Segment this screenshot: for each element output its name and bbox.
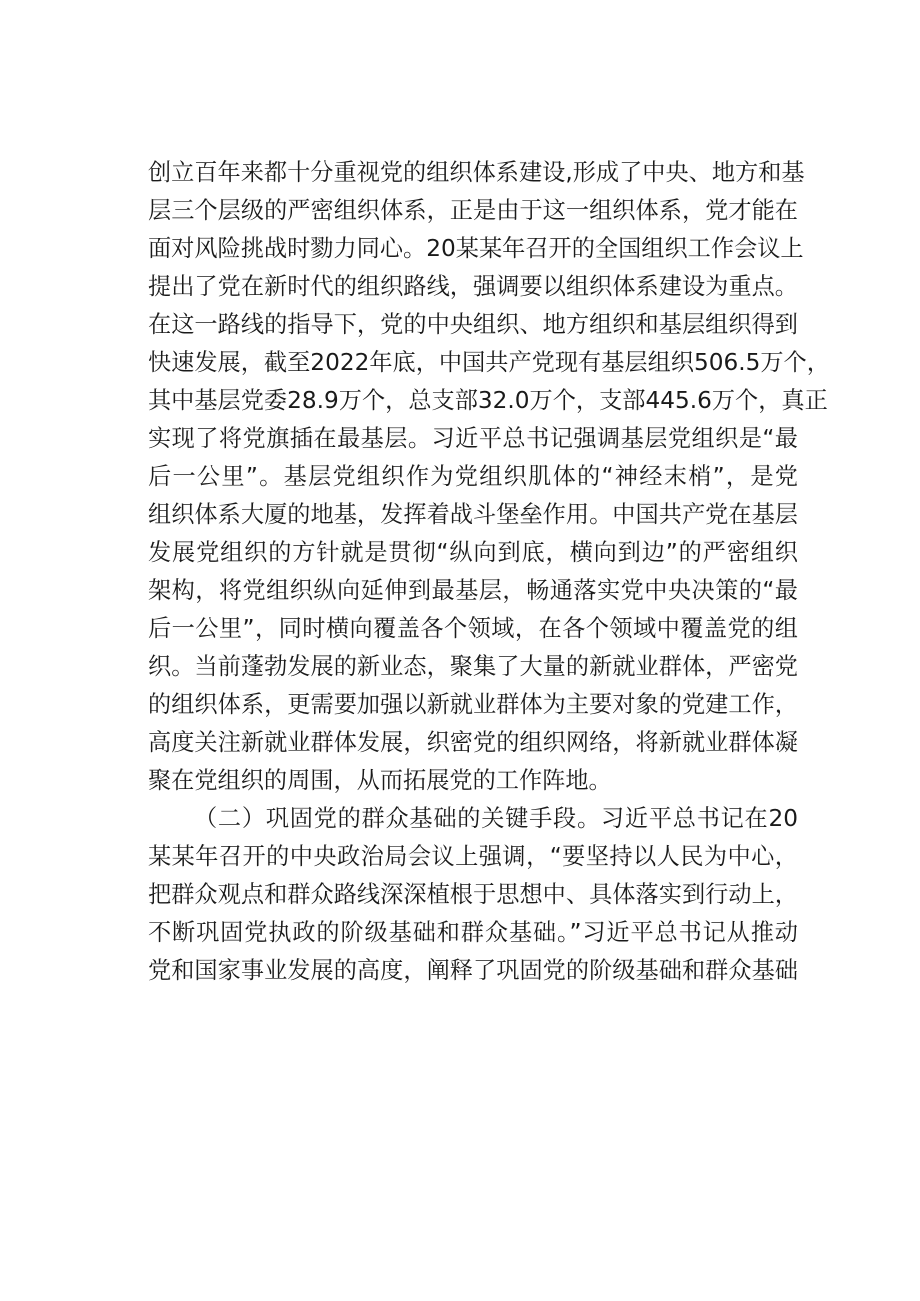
body-text-line: 党和国家事业发展的高度，阐释了巩固党的阶级基础和群众基础	[148, 957, 798, 984]
body-text-line: 组织体系大厦的地基，发挥着战斗堡垒作用。中国共产党在基层	[148, 501, 798, 528]
body-text-line: 其中基层党委28.9万个，总支部32.0万个，支部445.6万个，真正	[148, 387, 828, 414]
body-text-line: 层三个层级的严密组织体系，正是由于这一组织体系，党才能在	[148, 197, 798, 224]
body-text-line: 实现了将党旗插在最基层。习近平总书记强调基层党组织是“最	[148, 425, 798, 452]
body-text-line: 织。当前蓬勃发展的新业态，聚集了大量的新就业群体，严密党	[148, 653, 798, 680]
body-text-line: 的组织体系，更需要加强以新就业群体为主要对象的党建工作，	[148, 691, 798, 718]
body-text-line: 快速发展，截至2022年底，中国共产党现有基层组织506.5万个，	[148, 349, 830, 376]
body-text-line: 某某年召开的中央政治局会议上强调，“要坚持以人民为中心，	[148, 843, 798, 870]
body-text-line: 不断巩固党执政的阶级基础和群众基础。”习近平总书记从推动	[148, 919, 798, 946]
body-text-line: 提出了党在新时代的组织路线，强调要以组织体系建设为重点。	[148, 273, 798, 300]
body-text-line: 架构，将党组织纵向延伸到最基层，畅通落实党中央决策的“最	[148, 577, 798, 604]
section-heading-line: （二）巩固党的群众基础的关键手段。习近平总书记在20	[194, 805, 798, 832]
body-text-line: 高度关注新就业群体发展，织密党的组织网络，将新就业群体凝	[148, 729, 798, 756]
body-text-line: 面对风险挑战时勠力同心。20某某年召开的全国组织工作会议上	[148, 235, 804, 262]
body-text-line: 发展党组织的方针就是贯彻“纵向到底，横向到边”的严密组织	[148, 539, 798, 566]
body-text-line: 在这一路线的指导下，党的中央组织、地方组织和基层组织得到	[148, 311, 798, 338]
body-text-line: 把群众观点和群众路线深深植根于思想中、具体落实到行动上，	[148, 881, 798, 908]
body-text-line: 聚在党组织的周围，从而拓展党的工作阵地。	[148, 767, 612, 794]
body-text-line: 后一公里”，同时横向覆盖各个领域，在各个领域中覆盖党的组	[148, 615, 798, 642]
body-text-line: 后一公里”。基层党组织作为党组织肌体的“神经末梢”，是党	[148, 463, 798, 490]
body-text-line: 创立百年来都十分重视党的组织体系建设,形成了中央、地方和基	[148, 159, 805, 186]
